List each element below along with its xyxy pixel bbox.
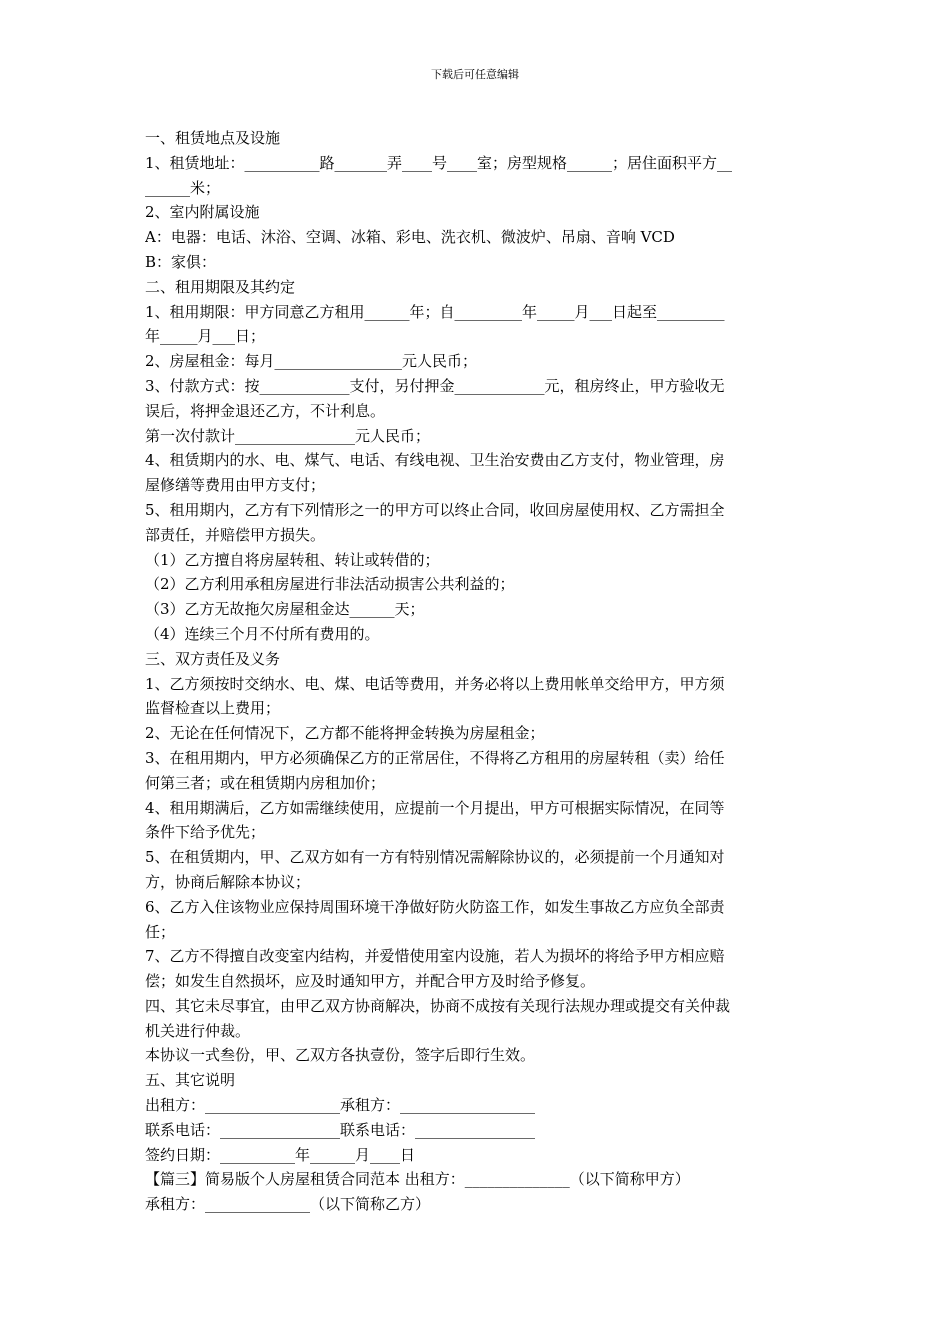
text-line: 4、租用期满后，乙方如需继续使用，应提前一个月提出，甲方可根据实际情况，在同等 (145, 798, 725, 817)
text-line: 第一次付款计________________元人民币； (145, 426, 431, 445)
text-line: 屋修缮等费用由甲方支付； (145, 476, 326, 495)
text-line: 7、乙方不得擅自改变室内结构，并爱惜使用室内设施，若人为损坏的将给予甲方相应赔 (145, 947, 725, 966)
text-line: 年_____月___日； (145, 327, 266, 346)
text-line: 5、租用期内，乙方有下列情形之一的甲方可以终止合同，收回房屋使用权、乙方需担全 (145, 500, 725, 519)
text-line: 2、房屋租金：每月_________________元人民币； (145, 352, 478, 371)
text-line: 何第三者；或在租赁期内房租加价； (145, 773, 386, 792)
text-line: （3）乙方无故拖欠房屋租金达______天； (145, 600, 425, 619)
text-line: 一、租赁地点及设施 (145, 129, 281, 147)
text-line: 二、租用期限及其约定 (145, 277, 296, 296)
text-line: 1、租用期限：甲方同意乙方租用______年；自_________年_____月___日起至_________ (145, 302, 725, 321)
text-line: 本协议一式叁份，甲、乙双方各执壹份，签字后即行生效。 (145, 1046, 536, 1065)
text-line: （2）乙方利用承租房屋进行非法活动损害公共利益的； (145, 575, 515, 594)
text-line: 机关进行仲裁。 (145, 1021, 251, 1040)
text-line: 监督检查以上费用； (145, 699, 281, 718)
text-line: 2、室内附属设施 (145, 203, 260, 222)
text-line: 任； (145, 922, 176, 941)
text-line: ______米； (145, 178, 221, 197)
text-line: （4）连续三个月不付所有费用的。 (145, 624, 380, 643)
text-line: （1）乙方擅自将房屋转租、转让或转借的； (145, 550, 440, 569)
text-line: B：家俱： (145, 252, 217, 271)
text-line: 2、无论在任何情况下，乙方都不能将押金转换为房屋租金； (145, 724, 545, 743)
text-line: 3、付款方式：按____________支付，另付押金____________元，租房终止，甲方验收无 (145, 376, 725, 395)
text-line: 承租方：______________（以下简称乙方） (145, 1195, 431, 1214)
text-line: 方，协商后解除本协议； (145, 872, 311, 891)
text-line: 【篇三】简易版个人房屋租赁合同范本 出租方：______________（以下简称甲方） (145, 1170, 690, 1189)
text-line: 1、乙方须按时交纳水、电、煤、电话等费用，并务必将以上费用帐单交给甲方，甲方须 (145, 674, 725, 693)
text-line: 误后，将押金退还乙方，不计利息。 (145, 401, 386, 420)
text-line: 出租方：__________________承租方：__________________ (145, 1096, 536, 1115)
text-line: 条件下给予优先； (145, 823, 266, 842)
text-line: 四、其它未尽事宜，由甲乙双方协商解决，协商不成按有关现行法规办理或提交有关仲裁 (145, 996, 731, 1015)
text-line: 联系电话：________________联系电话：________________ (145, 1120, 536, 1139)
text-line: 五、其它说明 (145, 1071, 236, 1090)
text-line: A：电器：电话、沐浴、空调、冰箱、彩电、洗衣机、微波炉、吊扇、音响 VCD (145, 228, 675, 247)
text-line: 部责任，并赔偿甲方损失。 (145, 525, 326, 544)
text-line: 偿；如发生自然损坏，应及时通知甲方，并配合甲方及时给予修复。 (145, 972, 596, 991)
text-line: 三、双方责任及义务 (145, 649, 281, 668)
text-line: 6、乙方入住该物业应保持周围环境干净做好防火防盗工作，如发生事故乙方应负全部责 (145, 897, 725, 916)
text-line: 签约日期：__________年______月____日 (145, 1145, 416, 1164)
text-line: 3、在租用期内，甲方必须确保乙方的正常居住，不得将乙方租用的房屋转租（卖）给任 (145, 748, 725, 767)
text-line: 1、租赁地址：__________路_______弄____号____室；房型规格______；居住面积平方__ (145, 153, 733, 172)
text-line: 5、在租赁期内，甲、乙双方如有一方有特别情况需解除协议的，必须提前一个月通知对 (145, 848, 725, 867)
text-line: 4、租赁期内的水、电、煤气、电话、有线电视、卫生治安费由乙方支付，物业管理，房 (145, 451, 725, 470)
page-header: 下载后可任意编辑 (431, 68, 519, 81)
document-body (145, 126, 810, 1217)
